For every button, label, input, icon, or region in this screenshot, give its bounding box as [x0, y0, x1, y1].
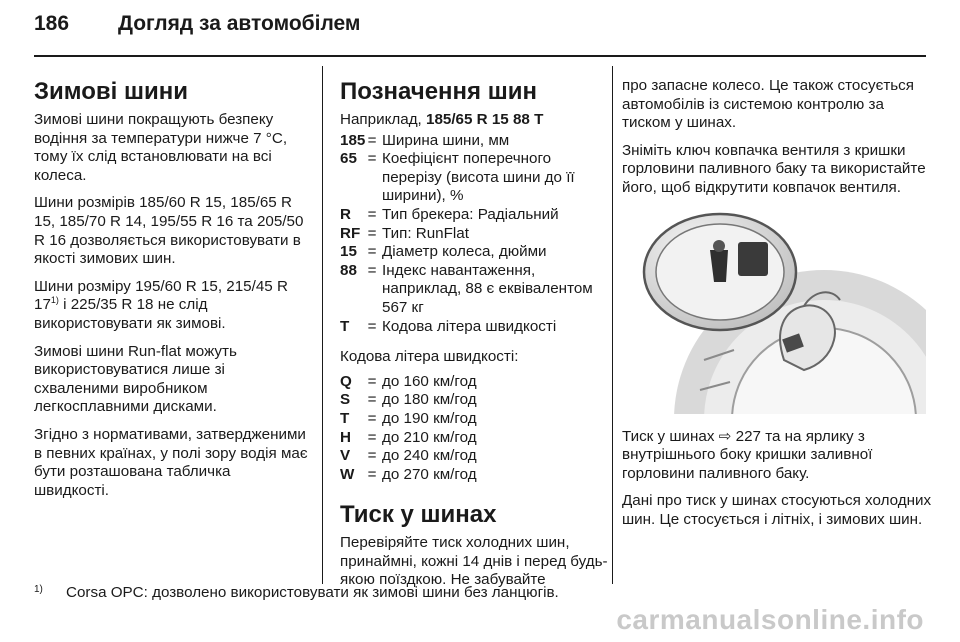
- code: RF: [340, 224, 361, 242]
- code: V: [340, 447, 351, 465]
- page-header: [34, 12, 360, 42]
- spec-row: [340, 206, 608, 225]
- description: до 190 км/год: [382, 409, 477, 427]
- paragraph: Шини розміру 195/60 R 15, 215/45 R 17$^{1)}$ і 225/35 R 18 не слід використовувати як зимові.: [34, 277, 288, 332]
- equals-sign: =: [367, 447, 377, 465]
- page-title: Догляд за автомобілем: [118, 12, 361, 35]
- paragraph: Зніміть ключ ковпачка вентиля з кришки горловини паливного баку та використайте його, щоб відкрутити ковпачок вентиля.: [622, 141, 926, 196]
- equals-sign: =: [367, 409, 377, 427]
- column-divider: [612, 66, 613, 584]
- speed-row: [340, 410, 608, 429]
- paragraph: Шини розмірів 185/60 R 15, 185/65 R 15, 185/70 R 14, 195/55 R 16 та 205/50 R 16 дозволяється використовувати в якості зимових шин.: [34, 194, 304, 268]
- description: до 210 км/год: [382, 428, 477, 446]
- equals-sign: =: [367, 131, 377, 149]
- speed-row: [340, 466, 608, 485]
- equals-sign: =: [367, 243, 377, 261]
- spec-row: [340, 243, 608, 262]
- equals-sign: =: [367, 372, 377, 390]
- section-heading-tyre-pressure: Тиск у шинах: [340, 501, 497, 529]
- spec-row: [340, 150, 608, 206]
- paragraph: Тиск у шинах ⇨ 227 та на ярлику з внутрішнього боку кришки заливної горловини паливного баку.: [622, 427, 873, 482]
- description: Ширина шини, мм: [382, 131, 510, 149]
- watermark: carmanualsonline.info: [616, 604, 924, 635]
- code: R: [340, 205, 351, 223]
- equals-sign: =: [367, 465, 377, 483]
- spec-row: [340, 262, 608, 318]
- description: Тип брекера: Радіальний: [382, 205, 559, 223]
- arrow-right-icon[interactable]: ⇨: [718, 427, 732, 445]
- speed-row: [340, 391, 608, 410]
- example-value: 185/65 R 15 88 T: [426, 111, 544, 128]
- description: Діаметр колеса, дюйми: [382, 243, 547, 261]
- code: S: [340, 391, 351, 409]
- footnote-ref[interactable]: 1): [50, 295, 59, 306]
- page-number: 186: [34, 12, 70, 35]
- code: 185: [340, 131, 366, 149]
- footnote-text: Corsa OPC: дозволено використовувати як зимові шини без ланцюгів.: [66, 584, 559, 601]
- fuel-filler-valve-drawing: [634, 210, 926, 414]
- code: H: [340, 428, 351, 446]
- section-heading-tyre-designations: Позначення шин: [340, 78, 537, 105]
- speed-row: [340, 373, 608, 392]
- spec-list: [340, 132, 608, 337]
- code: T: [340, 409, 350, 427]
- spec-row: [340, 225, 608, 244]
- code: W: [340, 465, 355, 483]
- description: Коефіцієнт поперечного перерізу (висота шини до її ширини), %: [382, 150, 575, 205]
- code: 15: [340, 243, 357, 261]
- description: Кодова літера швидкості: [382, 317, 557, 335]
- description: Індекс навантаження, наприклад, 88 є еквівалентом 567 кг: [382, 261, 593, 316]
- column-winter-tyres: [34, 63, 308, 509]
- spec-row: [340, 132, 608, 151]
- footnote: [34, 584, 926, 601]
- section-heading-winter-tyres: Зимові шини: [34, 78, 188, 105]
- description: до 160 км/год: [382, 372, 477, 390]
- paragraph: Перевіряйте тиск холодних шин, принаймні, кожні 14 днів і перед будь-якою поїздкою. Не забувайте: [340, 534, 608, 589]
- speed-list: [340, 373, 608, 485]
- equals-sign: =: [367, 224, 377, 242]
- column-tyre-designations: [340, 63, 608, 599]
- equals-sign: =: [367, 150, 377, 168]
- code: Q: [340, 372, 352, 390]
- description: до 270 км/год: [382, 465, 477, 483]
- code: 88: [340, 261, 357, 279]
- paragraph: про запасне колесо. Це також стосується автомобілів із системою контролю за тиском у шинах.: [622, 77, 915, 132]
- description: до 240 км/год: [382, 447, 477, 465]
- equals-sign: =: [367, 428, 377, 446]
- equals-sign: =: [367, 391, 377, 409]
- tyre-valve-illustration: [634, 210, 926, 414]
- column-pressure-continued: [622, 63, 932, 539]
- equals-sign: =: [367, 205, 377, 223]
- footnote-mark: 1): [34, 584, 43, 595]
- equals-sign: =: [367, 317, 377, 335]
- paragraph: Зимові шини покращують безпеку водіння за температури нижче 7 °C, тому їх слід встановлювати на всі колеса.: [34, 111, 288, 184]
- paragraph: Зимові шини Run-flat можуть використовуватися лише зі схваленими виробником легкосплавними дисками.: [34, 342, 237, 416]
- column-divider: [322, 66, 323, 584]
- example-line: Наприклад, 185/65 R 15 88 T: [340, 111, 544, 128]
- speed-row: [340, 447, 608, 466]
- description: до 180 км/год: [382, 391, 477, 409]
- speed-heading: Кодова літера швидкості:: [340, 348, 519, 366]
- description: Тип: RunFlat: [382, 224, 469, 242]
- spec-row: [340, 318, 608, 337]
- code: T: [340, 317, 350, 335]
- paragraph: Згідно з нормативами, затвердженими в певних країнах, у полі зору водія має бути розташована табличка швидкості.: [34, 425, 308, 499]
- speed-row: [340, 429, 608, 448]
- code: 65: [340, 150, 357, 168]
- equals-sign: =: [367, 261, 377, 279]
- header-rule: [34, 55, 926, 57]
- paragraph: Дані про тиск у шинах стосуються холодних шин. Це стосується і літніх, і зимових шин.: [622, 492, 932, 528]
